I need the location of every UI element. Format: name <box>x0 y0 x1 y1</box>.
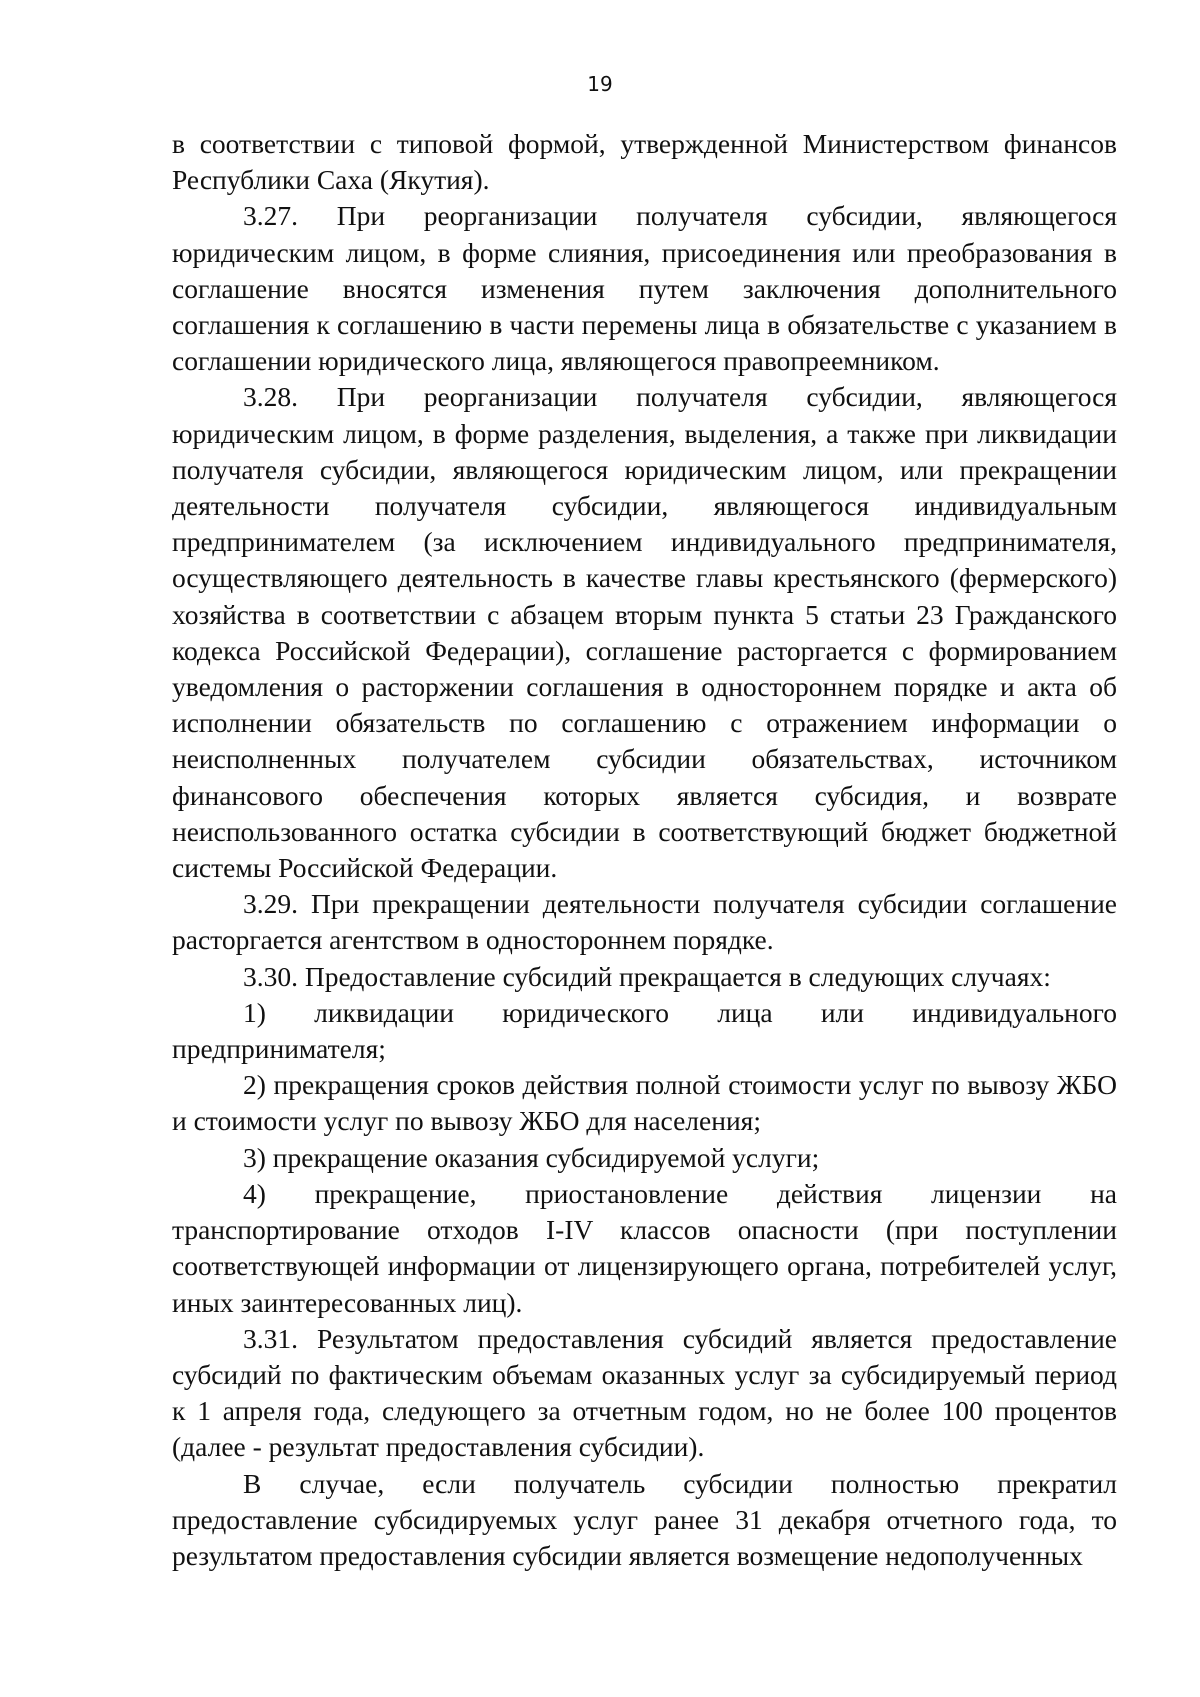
paragraph-continuation: в соответствии с типовой формой, утвержденной Министерством финансов Республики Саха (Якутия). <box>172 128 1117 196</box>
paragraph-3-29: 3.29. При прекращении деятельности получателя субсидии соглашение расторгается агентством в одностороннем порядке. <box>172 888 1117 956</box>
paragraph-3-30: 3.30. Предоставление субсидий прекращается в следующих случаях: <box>243 960 1051 992</box>
document-body <box>172 126 1117 1574</box>
paragraph-case: В случае, если получатель субсидии полностью прекратил предоставление субсидируемых услуг ранее 31 декабря отчетного года, то результатом предоставления субсидии является возмещение недополученных <box>172 1467 1117 1571</box>
paragraph-3-27: 3.27. При реорганизации получателя субсидии, являющегося юридическим лицом, в форме слияния, присоединения или преобразования в соглашение вносятся изменения путем заключения дополнительного соглашения к соглашению в части перемены лица в обязательстве с указанием в соглашении юридического лица, являющегося правопреемником. <box>172 200 1117 377</box>
paragraph-3-31: 3.31. Результатом предоставления субсидий является предоставление субсидий по фактическим объемам оказанных услуг за субсидируемый период к 1 апреля года, следующего за отчетным годом, но не более 100 процентов (далее - результат предоставления субсидии). <box>172 1322 1117 1463</box>
list-item-1: 1) ликвидации юридического лица или индивидуального предпринимателя; <box>172 996 1117 1065</box>
paragraph-3-28: 3.28. При реорганизации получателя субсидии, являющегося юридическим лицом, в форме разделения, выделения, а также при ликвидации получателя субсидии, являющегося юридическим лицом, или прекращении деятельности получателя субсидии, являющегося индивидуальным предпринимателем (за исключением индивидуального предпринимателя, осуществляющего деятельность в качестве главы крестьянского (фермерского) хозяйства в соответствии с абзацем вторым пункта 5 статьи 23 Гражданского кодекса Российской Федерации), соглашение расторгается с формированием уведомления о расторжении соглашения в одностороннем порядке и акта об исполнении обязательств по соглашению с отражением информации о неисполненных получателем субсидии обязательствах, источником финансового обеспечения которых является субсидия, и возврате неиспользованного остатка субсидии в соответствующий бюджет бюджетной системы Российской Федерации. <box>172 381 1117 884</box>
list-item-2: 2) прекращения сроков действия полной стоимости услуг по вывозу ЖБО и стоимости услуг по вывозу ЖБО для населения; <box>172 1069 1117 1137</box>
page-number: 19 <box>587 72 613 96</box>
list-item-3: 3) прекращение оказания субсидируемой услуги; <box>243 1141 820 1173</box>
list-item-4: 4) прекращение, приостановление действия лицензии на транспортирование отходов I-IV классов опасности (при поступлении соответствующей информации от лицензирующего органа, потребителей услуг, иных заинтересованных лиц). <box>172 1177 1117 1318</box>
